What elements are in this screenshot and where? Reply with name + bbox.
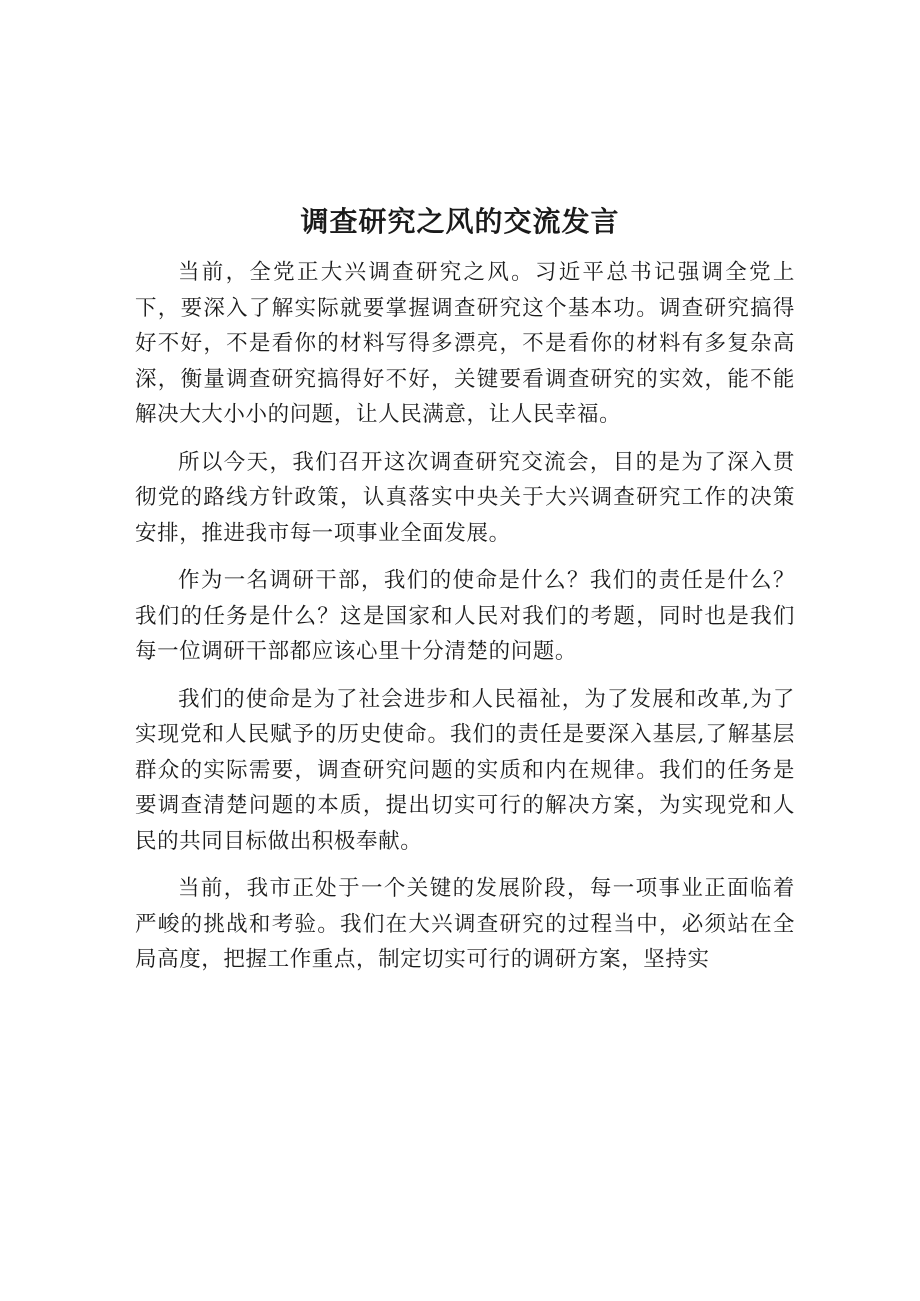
page-title: 调查研究之风的交流发言 (300, 205, 620, 238)
document-body (135, 255, 795, 990)
paragraph-4: 我们的使命是为了社会进步和人民福祉，为了发展和改革,为了实现党和人民赋予的历史使命。我们的责任是要深入基层,了解基层群众的实际需要，调查研究问题的实质和内在规律。我们的任务是要调查清楚问题的本质，提出切实可行的解决方案，为实现党和人民的共同目标做出积极奉献。 (135, 686, 795, 854)
paragraph-3: 作为一名调研干部，我们的使命是什么？我们的责任是什么？我们的任务是什么？这是国家和人民对我们的考题，同时也是我们每一位调研干部都应该心里十分清楚的问题。 (135, 568, 795, 664)
paragraph-2: 所以今天，我们召开这次调查研究交流会，目的是为了深入贯彻党的路线方针政策，认真落实中央关于大兴调查研究工作的决策安排，推进我市每一项事业全面发展。 (135, 449, 795, 546)
paragraph-1: 当前，全党正大兴调查研究之风。习近平总书记强调全党上下，要深入了解实际就要掌握调查研究这个基本功。调查研究搞得好不好，不是看你的材料写得多漂亮，不是看你的材料有多复杂高深，衡量调查研究搞得好不好，关键要看调查研究的实效，能不能解决大大小小的问题，让人民满意，让人民幸福。 (135, 260, 795, 427)
paragraph-5: 当前，我市正处于一个关键的发展阶段，每一项事业正面临着严峻的挑战和考验。我们在大兴调查研究的过程当中，必须站在全局高度，把握工作重点，制定切实可行的调研方案，坚持实 (135, 876, 795, 972)
